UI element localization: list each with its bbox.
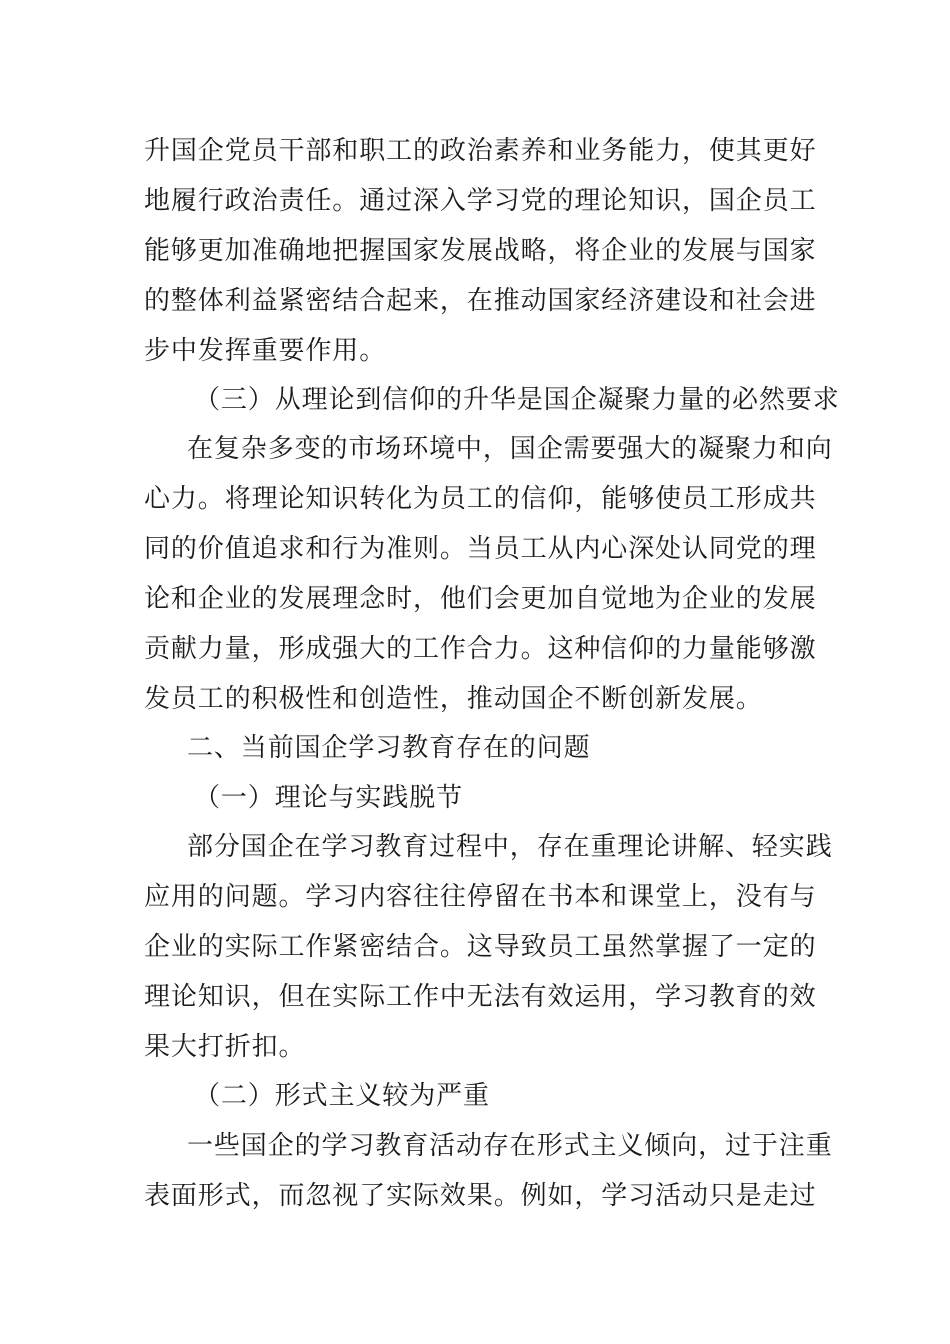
body-text-line: 理论知识，但在实际工作中无法有效运用，学习教育的效 (144, 982, 817, 1012)
body-text-line: 同的价值追求和行为准则。当员工从内心深处认同党的理 (144, 534, 817, 564)
body-text-line: 的整体利益紧密结合起来，在推动国家经济建设和社会进 (144, 286, 817, 316)
body-text-line: 能够更加准确地把握国家发展战略，将企业的发展与国家 (144, 236, 817, 266)
body-text-line: 贡献力量，形成强大的工作合力。这种信仰的力量能够激 (144, 634, 817, 664)
body-text-line: 应用的问题。学习内容往往停留在书本和课堂上，没有与 (144, 882, 817, 912)
body-text-line: 升国企党员干部和职工的政治素养和业务能力，使其更好 (144, 136, 817, 166)
paragraph-first-line: 一些国企的学习教育活动存在形式主义倾向，过于注重 (187, 1131, 833, 1161)
subsection-heading: （三）从理论到信仰的升华是国企凝聚力量的必然要求 (194, 385, 840, 415)
body-text-line: 论和企业的发展理念时，他们会更加自觉地为企业的发展 (144, 584, 817, 614)
body-text-line: 地履行政治责任。通过深入学习党的理论知识，国企员工 (144, 186, 817, 216)
body-text-line: 企业的实际工作紧密结合。这导致员工虽然掌握了一定的 (144, 932, 817, 962)
subsection-heading: （二）形式主义较为严重 (194, 1081, 490, 1111)
subsection-heading: （一）理论与实践脱节 (194, 783, 464, 813)
section-heading: 二、当前国企学习教育存在的问题 (187, 733, 591, 763)
body-text-line: 果大打折扣。 (144, 1032, 306, 1062)
paragraph-first-line: 在复杂多变的市场环境中，国企需要强大的凝聚力和向 (187, 434, 833, 464)
body-text-line: 发员工的积极性和创造性，推动国企不断创新发展。 (144, 684, 763, 714)
body-text-line: 表面形式，而忽视了实际效果。例如，学习活动只是走过 (144, 1181, 817, 1211)
body-text-line: 心力。将理论知识转化为员工的信仰，能够使员工形成共 (144, 484, 817, 514)
paragraph-first-line: 部分国企在学习教育过程中，存在重理论讲解、轻实践 (187, 832, 833, 862)
body-text-line: 步中发挥重要作用。 (144, 336, 387, 366)
